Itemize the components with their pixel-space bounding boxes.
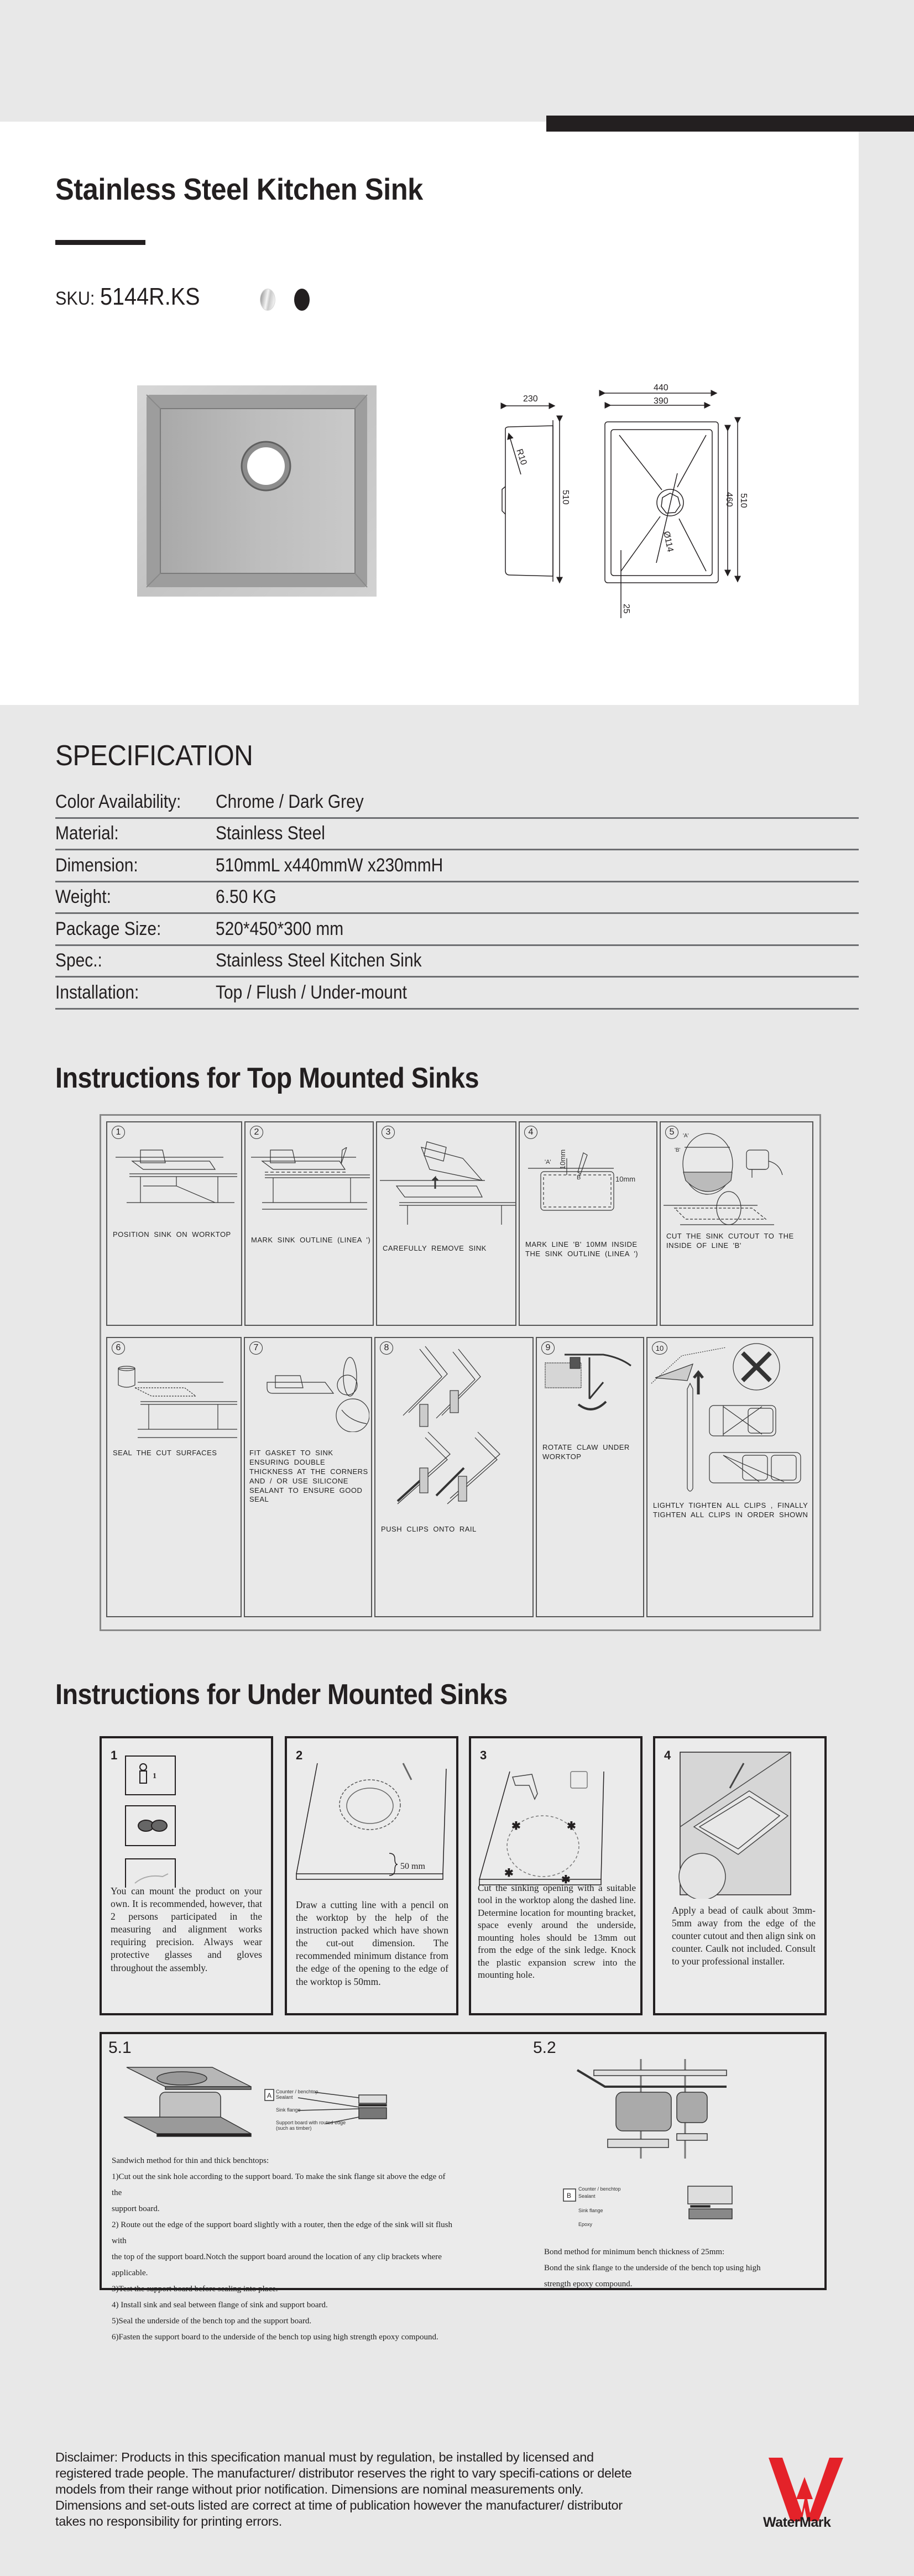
top-step-5 [660,1121,813,1326]
step-number: 3 [480,1748,487,1762]
under-step-5 [100,2032,827,2342]
cut-opening-illustration [477,1760,637,1888]
top-step-3 [376,1121,516,1326]
tighten-clips-illustration [649,1339,812,1499]
sku-value: 5144R.KS [100,283,200,310]
spec-row-material [55,819,859,851]
cut-template-illustration [290,1760,456,1888]
under-step-1 [100,1736,273,2015]
sku-line [55,283,211,311]
title-underline [55,240,145,245]
person-icon-box [126,1756,175,1795]
top-step-7 [244,1337,372,1617]
spec-row-weight [55,882,859,915]
safety-icons [124,1755,179,1888]
svg-text:Counter / benchtop: Counter / benchtop [578,2186,621,2192]
step-caption: MARK LINE 'B' 10MM INSIDE THE SINK OUTLINE (LINEA ') [525,1240,639,1258]
method-51-item: 6)Fasten the support board to the underside of the bench top using high strength epoxy compound. [112,2333,438,2342]
under-mount-title: Instructions for Under Mounted Sinks [55,1679,508,1711]
svg-text:✱: ✱ [567,1820,576,1832]
method-51-item: 4) Install sink and seal between flange of sink and support board. [112,2301,328,2309]
step-number: 3 [382,1126,395,1139]
step-text: Apply a bead of caulk about 3mm-5mm away from the edge of the counter cutout and then align sink on counter. Caulk not included. Consult to your professional installer. [672,1905,816,1967]
method-51-item: 5)Seal the underside of the bench top and the support board. [112,2317,312,2326]
spec-value: 510mmL x440mmW x230mmH [216,854,443,876]
spec-row-installation [55,978,859,1010]
spec-row-package-size [55,914,859,946]
svg-text:Sealant: Sealant [276,2094,293,2100]
spec-row-color [55,787,859,819]
step-text: Cut the sinking opening with a suitable tool in the worktop along the dashed line. Determine location for mounting bracket, space evenly around the underside, mounting holes should be 13mm out from the edge of the sink ledge. Knock the plastic expansion screw into the mounting hole. [478,1883,636,1981]
cut-sink-illustration [664,1131,813,1230]
dim-waste-diameter: Ø114 [661,530,675,553]
dim-inner-width: 390 [654,396,668,406]
color-swatch-dark-grey[interactable] [294,289,310,311]
spec-value: Stainless Steel Kitchen Sink [216,950,422,971]
step-text: Draw a cutting line with a pencil on the worktop by the help of the instruction packed which have shown the cut-out dimension. The recommended minimum distance from the edge of the opening to the edge of the worktop is 50mm. [296,1899,448,1987]
top-step-8 [374,1337,534,1617]
mark-line-b-illustration [525,1147,655,1214]
step-number: 2 [250,1126,263,1139]
position-sink-illustration [113,1147,240,1208]
svg-text:Sink flange: Sink flange [276,2107,301,2113]
specification-title: SPECIFICATION [55,740,253,772]
step-number: 6 [112,1341,125,1355]
step-number: 2 [296,1748,303,1762]
dim-corner-radius: R10 [514,447,529,467]
person-count: 1 [153,1772,156,1780]
diagram-label-a: A [267,2092,272,2099]
top-step-2 [244,1121,374,1326]
svg-text:'A': 'A' [545,1159,551,1166]
svg-text:Support board with routed edge: Support board with routed edge [276,2120,346,2125]
color-swatch-chrome[interactable] [260,289,275,311]
dim-overall-height: 510 [739,493,748,508]
spec-value: 520*450*300 mm [216,918,344,939]
spec-value: Top / Flush / Under-mount [216,981,407,1003]
svg-text:✱: ✱ [504,1867,514,1879]
step-number: 10 [652,1341,667,1355]
sandwich-method-diagram [116,2065,395,2147]
svg-text:✱: ✱ [511,1820,521,1832]
bond-method-diagram [544,2056,743,2233]
dim-side-height: 510 [561,490,570,505]
step-caption: ROTATE CLAW UNDER WORKTOP [542,1443,630,1461]
gloves-icon-box [126,1859,175,1888]
svg-text:Counter / benchtop: Counter / benchtop [276,2089,318,2094]
spec-label: Dimension: [55,854,138,876]
seal-surfaces-illustration [113,1363,240,1440]
spec-label: Spec.: [55,950,102,971]
step-number: 7 [249,1341,263,1355]
spec-value: Stainless Steel [216,823,325,844]
top-step-9 [536,1337,644,1617]
method-51-item: the top of the support board.Notch the support board around the location of any clip brackets where applicable. [112,2253,442,2277]
dim-50mm: 50 mm [400,1862,425,1871]
dim-flange: 25 [621,604,631,614]
top-step-6 [106,1337,242,1617]
svg-text:(such as timber): (such as timber) [276,2125,312,2131]
step-caption: SEAL THE CUT SURFACES [113,1449,217,1457]
method-52-number: 5.2 [533,2039,556,2057]
svg-text:B: B [577,1174,581,1181]
spec-value: Chrome / Dark Grey [216,791,364,812]
spec-label: Installation: [55,981,139,1003]
step-caption: MARK SINK OUTLINE (LINEA ') [251,1236,371,1244]
apply-caulk-illustration [677,1749,793,1899]
spec-label: Material: [55,823,119,844]
diagram-label-b: B [567,2192,572,2199]
step-caption: PUSH CLIPS ONTO RAIL [381,1525,477,1533]
top-mount-instructions [100,1114,821,1631]
disclaimer-text: Disclaimer: Products in this specification manual must by regulation, be installed by licensed and registered trade people. The manufacturer/ distributor reserves the right to vary specifi-cations or delete models from their range without prior notification. Dimensions are nominal measurements only. Dimensions and set-outs listed are correct at time of publication however the manufacturer/ distributor takes no responsibility for printing errors. [55,2450,632,2528]
top-step-4 [519,1121,657,1326]
step-caption: POSITION SINK ON WORKTOP [113,1230,231,1239]
sink-photo-image [137,385,377,597]
step-number: 1 [111,1748,118,1762]
sku-label: SKU: [55,288,95,309]
method-52-line: Bond method for minimum bench thickness of 25mm: [544,2248,725,2256]
fit-gasket-illustration [250,1355,369,1432]
method-51-heading: Sandwich method for thin and thick benchtops: [112,2156,269,2165]
step-number: 4 [664,1748,671,1762]
sandwich-method-text [112,2153,455,2345]
method-51-item: support board. [112,2204,160,2213]
step-caption: CAREFULLY REMOVE SINK [383,1244,487,1252]
top-step-10 [646,1337,813,1617]
under-step-4 [653,1736,827,2015]
spec-row-spec [55,946,859,978]
top-mount-title: Instructions for Top Mounted Sinks [55,1062,479,1094]
remove-sink-illustration [380,1136,515,1225]
dim-overall-width: 440 [654,383,668,393]
step-number: 5 [665,1126,678,1139]
spec-label: Package Size: [55,918,161,939]
rotate-claw-illustration [542,1344,642,1421]
method-52-line: Bond the sink flange to the underside of the bench top using high [544,2264,761,2272]
method-51-number: 5.1 [108,2039,132,2057]
step-number: 1 [112,1126,125,1139]
watermark-logo-text: WaterMark [763,2515,831,2530]
dim-side-width: 230 [523,394,538,404]
under-step-2 [285,1736,458,2015]
svg-text:✱: ✱ [561,1874,571,1886]
step-caption: LIGHTLY TIGHTEN ALL CLIPS , FINALLY TIGHTEN ALL CLIPS IN ORDER SHOWN [653,1501,808,1519]
svg-text:10mm: 10mm [558,1149,567,1169]
specification-table [55,787,859,1010]
header-accent-bar [546,116,914,132]
step-number: 9 [541,1341,555,1355]
mark-outline-illustration [248,1147,373,1211]
spec-value: 6.50 KG [216,886,276,908]
spec-label: Color Availability: [55,791,181,812]
method-51-item: 3)Test the support board before sealing into place. [112,2285,278,2293]
dim-inner-height: 460 [724,492,734,507]
top-step-1 [106,1121,242,1326]
method-51-item: 1)Cut out the sink hole according to the support board. To make the sink flange sit above the edge of the [112,2172,446,2197]
svg-text:'B': 'B' [675,1147,681,1153]
method-51-item: 2) Route out the edge of the support board slightly with a router, then the edge of the sink will sit flush with [112,2220,452,2245]
product-photo [137,385,377,597]
spec-label: Weight: [55,886,111,908]
svg-text:Sealant: Sealant [578,2193,596,2199]
svg-text:10mm: 10mm [615,1175,636,1183]
product-title: Stainless Steel Kitchen Sink [55,172,423,206]
svg-text:Sink flange: Sink flange [578,2208,603,2213]
step-number: 4 [524,1126,537,1139]
step-caption: CUT THE SINK CUTOUT TO THE INSIDE OF LINE 'B' [666,1232,794,1250]
bond-method-text [544,2244,809,2292]
spec-row-dimension [55,850,859,882]
method-52-line: strength epoxy compound. [544,2280,633,2288]
technical-drawing [470,376,802,630]
push-clips-illustration [381,1344,530,1520]
svg-text:'A': 'A' [683,1133,689,1139]
under-step-3 [469,1736,643,2015]
step-number: 8 [380,1341,393,1355]
step-caption: FIT GASKET TO SINK ENSURING DOUBLE THICKNESS AT THE CORNERS AND / OR USE SILICONE SEALANT TO ENSURE GOOD SEAL [249,1449,368,1504]
svg-text:Epoxy: Epoxy [578,2222,593,2227]
step-text: You can mount the product on your own. It is recommended, however, that 2 persons participated in the measuring and alignment works requiring precision. Always wear protective glasses and gloves throughout the assembly. [111,1885,262,1973]
